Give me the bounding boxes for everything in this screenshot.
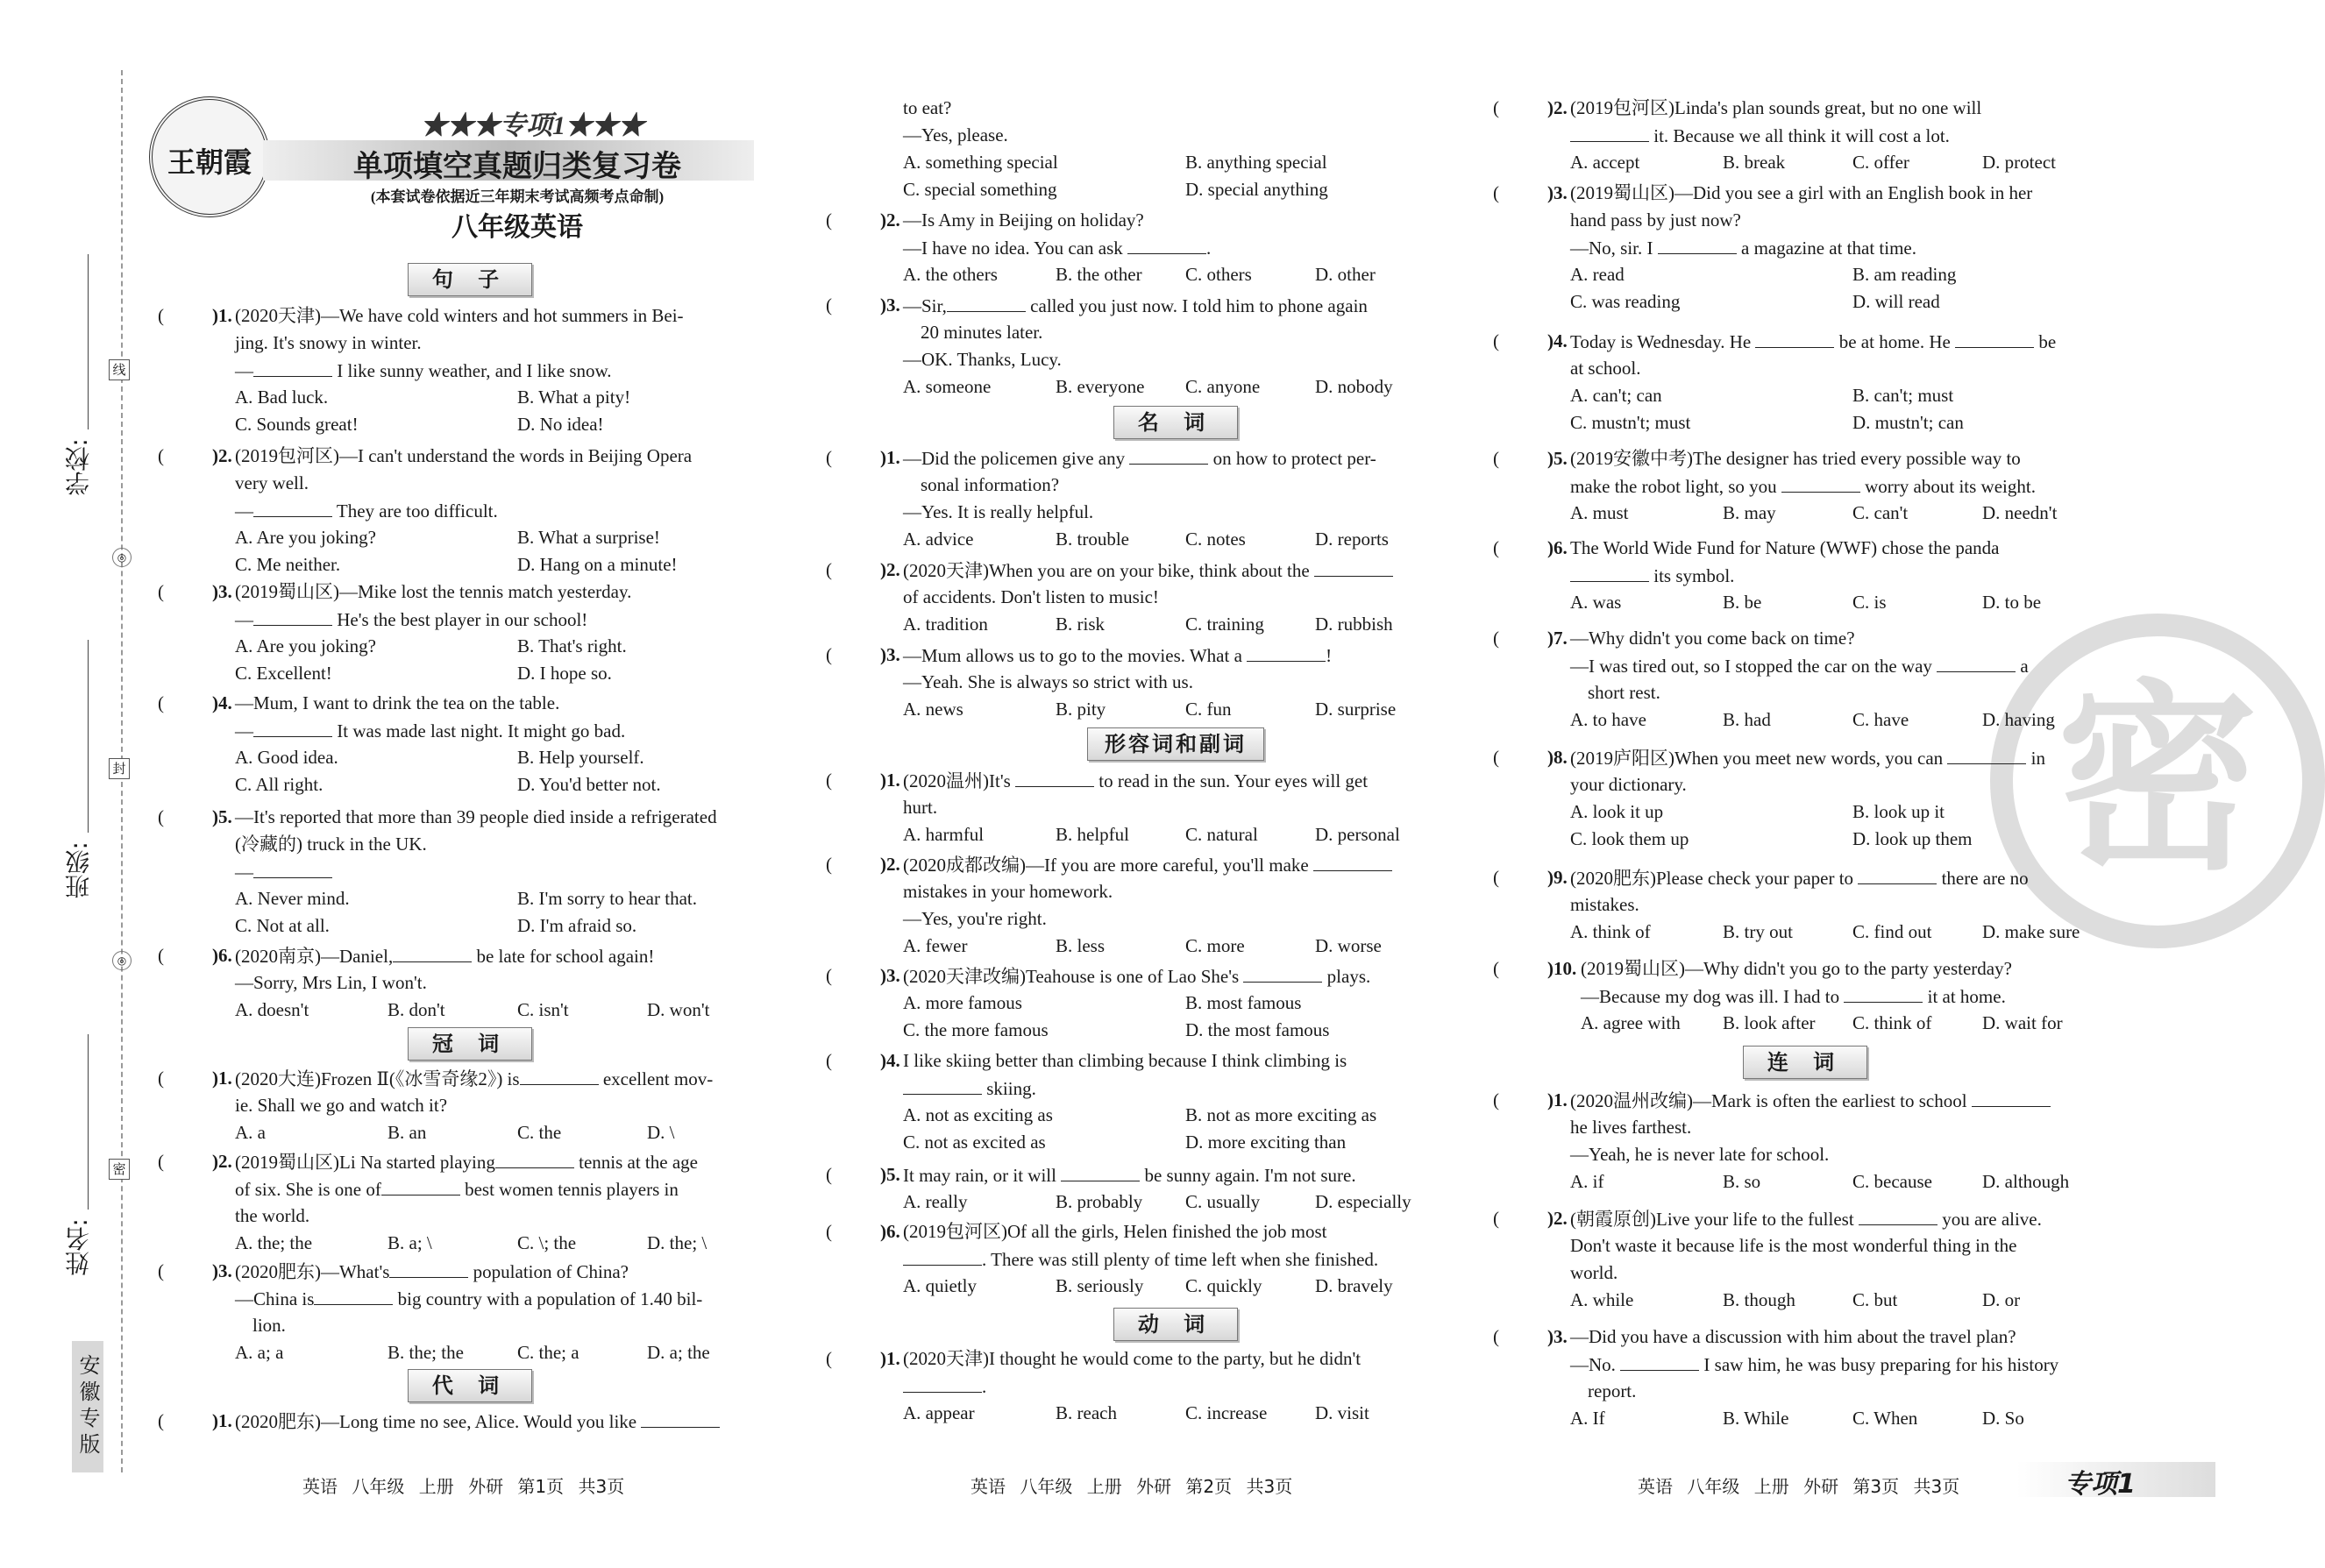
- section-verb: 动 词: [1113, 1308, 1238, 1341]
- question: ( )1. (2020天津)—We have cold winters and hot summers in Bei- jing. It's snowy in winter. — I like sunny weather, and I like snow. A. Bad luck. B. What a pity! C. Sounds great! D. No idea!: [158, 305, 684, 435]
- edition-badge: 安徽专版: [72, 1341, 103, 1472]
- section-article: 冠 词: [408, 1027, 532, 1061]
- question: ( )2. (朝霞原创)Live your life to the fullest you are alive. Don't waste it because life is the most wonderful thing in the world. A. while B. though C. but D. or: [1493, 1205, 2117, 1314]
- question: ( )2. (2020天津)When you are on your bike, think about the of accidents. Don't listen to music! A. tradition B. risk C. training D. rubbish: [826, 557, 1450, 638]
- name-label: 姓名:: [64, 1218, 93, 1276]
- class-line: [88, 640, 89, 833]
- special-badge: ★★★专项1★★★: [421, 111, 644, 140]
- seal-tag: 封: [109, 758, 130, 779]
- question: ( )4. Today is Wednesday. He be at home. He be at school. A. can't; can B. can't; must C. mustn't; must D. mustn't; can: [1493, 328, 2117, 436]
- question: ( )10. (2019蜀山区)—Why didn't you go to the party yesterday? —Because my dog was ill. I had to it at home. A. agree with B. look after C. think of D. wait for: [1493, 958, 2063, 1033]
- name-line: [88, 1034, 89, 1210]
- question: ( )1. (2020肥东)—Long time no see, Alice. Would you like: [158, 1408, 782, 1435]
- section-sentence: 句 子: [408, 263, 532, 296]
- question: ( )6. (2019包河区)Of all the girls, Helen finished the job most . There was still plenty of time left when she finished. A. quietly B. seriously C. quickly D. bravely: [826, 1221, 1393, 1296]
- secret-tag: 密: [109, 1159, 130, 1180]
- question: ( )2. (2019蜀山区)Li Na started playing tennis at the age of six. She is one of best women tennis players in the world. A. the; the B. a; \ C. \; the D. the; \: [158, 1148, 782, 1257]
- page-subtitle: (本套试卷依据近三年期末考试高频考点命制): [370, 188, 665, 205]
- question: ( )2. (2019包河区)—I can't understand the words in Beijing Opera very well. — They are too difficult. A. Are you joking? B. What a surprise! C. Me neither. D. Hang on a minute!: [158, 445, 693, 575]
- question: ( )5. It may rain, or it will be sunny again. I'm not sure. A. really B. probably C. usually D. especially: [826, 1161, 1450, 1216]
- question: ( )9. (2020肥东)Please check your paper to there are no mistakes. A. think of B. try out C. find out D. make sure: [1493, 864, 2117, 946]
- question: ( )3. (2020天津改编)Teahouse is one of Lao She's plays. A. more famous B. most famous C. the more famous D. the most famous: [826, 962, 1450, 1044]
- binding-hole-icon: ◎: [112, 548, 132, 567]
- logo-seal: [149, 96, 270, 217]
- question: ( )6. The World Wide Fund for Nature (WWF) chose the panda its symbol. A. was B. be C. is D. to be: [1493, 537, 2042, 613]
- question: ( )3. —Sir, called you just now. I told him to phone again 20 minutes later. —OK. Thanks, Lucy. A. someone B. everyone C. anyone D. nobody: [826, 292, 1450, 401]
- question: ( )1. (2020大连)Frozen Ⅱ(《冰雪奇缘2》) is excellent mov- ie. Shall we go and watch it? A. a B. an C. the D. \: [158, 1065, 782, 1146]
- binding-hole-icon: ◎: [112, 951, 132, 970]
- question: ( )1. (2020温州)It's to read in the sun. Your eyes will get hurt. A. harmful B. helpful C. natural D. personal: [826, 767, 1450, 848]
- grade-title: 八年级英语: [451, 212, 583, 243]
- section-noun: 名 词: [1113, 406, 1238, 439]
- section-conjunction: 连 词: [1743, 1046, 1867, 1079]
- line-tag: 线: [109, 359, 130, 380]
- question: ( )6. (2020南京)—Daniel, be late for school again! —Sorry, Mrs Lin, I won't. A. doesn't B. don't C. isn't D. won't: [158, 942, 782, 1024]
- section-adjective-adverb: 形容词和副词: [1087, 727, 1264, 761]
- question: ( )1. —Did the policemen give any on how to protect per- sonal information? —Yes. It is really helpful. A. advice B. trouble C. notes D. reports: [826, 444, 1450, 553]
- page-footer-3: 英语 八年级 上册 外研 第3页 共3页: [1638, 1476, 1960, 1497]
- secret-watermark: 密: [1990, 614, 2325, 948]
- question: ( )3. (2019蜀山区)—Did you see a girl with an English book in her hand pass by just now? —No, sir. I a magazine at that time. A. read B. am reading C. was reading D. will read: [1493, 182, 2033, 312]
- page-footer-2: 英语 八年级 上册 外研 第2页 共3页: [971, 1476, 1293, 1497]
- question: ( )8. (2019庐阳区)When you meet new words, you can in your dictionary. A. look it up B. look up it C. look them up D. look up them: [1493, 744, 2117, 853]
- question: to eat? —Yes, please. A. something special B. anything special C. special something D. special anything: [903, 97, 1328, 200]
- question: ( )5. (2019安徽中考)The designer has tried every possible way to make the robot light, so you worry about its weight. A. must B. may C. can't D. needn't: [1493, 448, 2058, 523]
- page-title: 单项填空真题归类复习卷: [353, 149, 681, 184]
- question: ( )5. —It's reported that more than 39 people died inside a refrigerated (冷藏的) truck in the UK. — A. Never mind. B. I'm sorry to hear that. C. Not at all. D. I'm afraid so.: [158, 806, 717, 936]
- logo-text: 王朝霞: [167, 145, 252, 179]
- question: ( )3. (2020肥东)—What's population of China? —China is big country with a population of 1.40 bil- lion. A. a; a B. the; the C. the; a D. a; the: [158, 1258, 782, 1366]
- question: ( )3. —Did you have a discussion with him about the travel plan? —No. I saw him, he was busy preparing for his history report. A. If B. While C. When D. So: [1493, 1326, 2059, 1429]
- question: ( )4. I like skiing better than climbing because I think climbing is skiing. A. not as exciting as B. not as more exciting as C. not as excited as D. more exciting than: [826, 1050, 1377, 1153]
- school-label: 学校:: [64, 438, 93, 496]
- section-pronoun: 代 词: [408, 1369, 532, 1402]
- question: ( )7. —Why didn't you come back on time? —I was tired out, so I stopped the car on the way a short rest. A. to have B. had C. have D. having: [1493, 628, 2055, 730]
- footer-badge: 专项1: [2065, 1469, 2136, 1500]
- question: ( )1. (2020温州改编)—Mark is often the earliest to school he lives farthest. —Yeah, he is never late for school. A. if B. so C. because D. although: [1493, 1087, 2117, 1196]
- question: ( )3. (2019蜀山区)—Mike lost the tennis match yesterday. — He's the best player in our school! A. Are you joking? B. That's right. C. Excellent! D. I hope so.: [158, 581, 632, 684]
- class-label: 班级:: [64, 841, 93, 899]
- question: ( )2. —Is Amy in Beijing on holiday? —I have no idea. You can ask . A. the others B. the other C. others D. other: [826, 209, 1376, 285]
- question: ( )1. (2020天津)I thought he would come to the party, but he didn't . A. appear B. reach C. increase D. visit: [826, 1348, 1369, 1423]
- page-footer-1: 英语 八年级 上册 外研 第1页 共3页: [302, 1476, 625, 1497]
- question: ( )4. —Mum, I want to drink the tea on the table. — It was made last night. It might go bad. A. Good idea. B. Help yourself. C. All right. D. You'd better not.: [158, 692, 661, 795]
- school-line: [88, 254, 89, 429]
- question: ( )2. (2019包河区)Linda's plan sounds great, but no one will it. Because we all think it will cost a lot. A. accept B. break C. offer D. protect: [1493, 97, 2056, 173]
- question: ( )2. (2020成都改编)—If you are more careful, you'll make mistakes in your homework. —Yes, you're right. A. fewer B. less C. more D. worse: [826, 851, 1450, 960]
- question: ( )3. —Mum allows us to go to the movies. What a ! —Yeah. She is always so strict with us. A. news B. pity C. fun D. surprise: [826, 642, 1450, 723]
